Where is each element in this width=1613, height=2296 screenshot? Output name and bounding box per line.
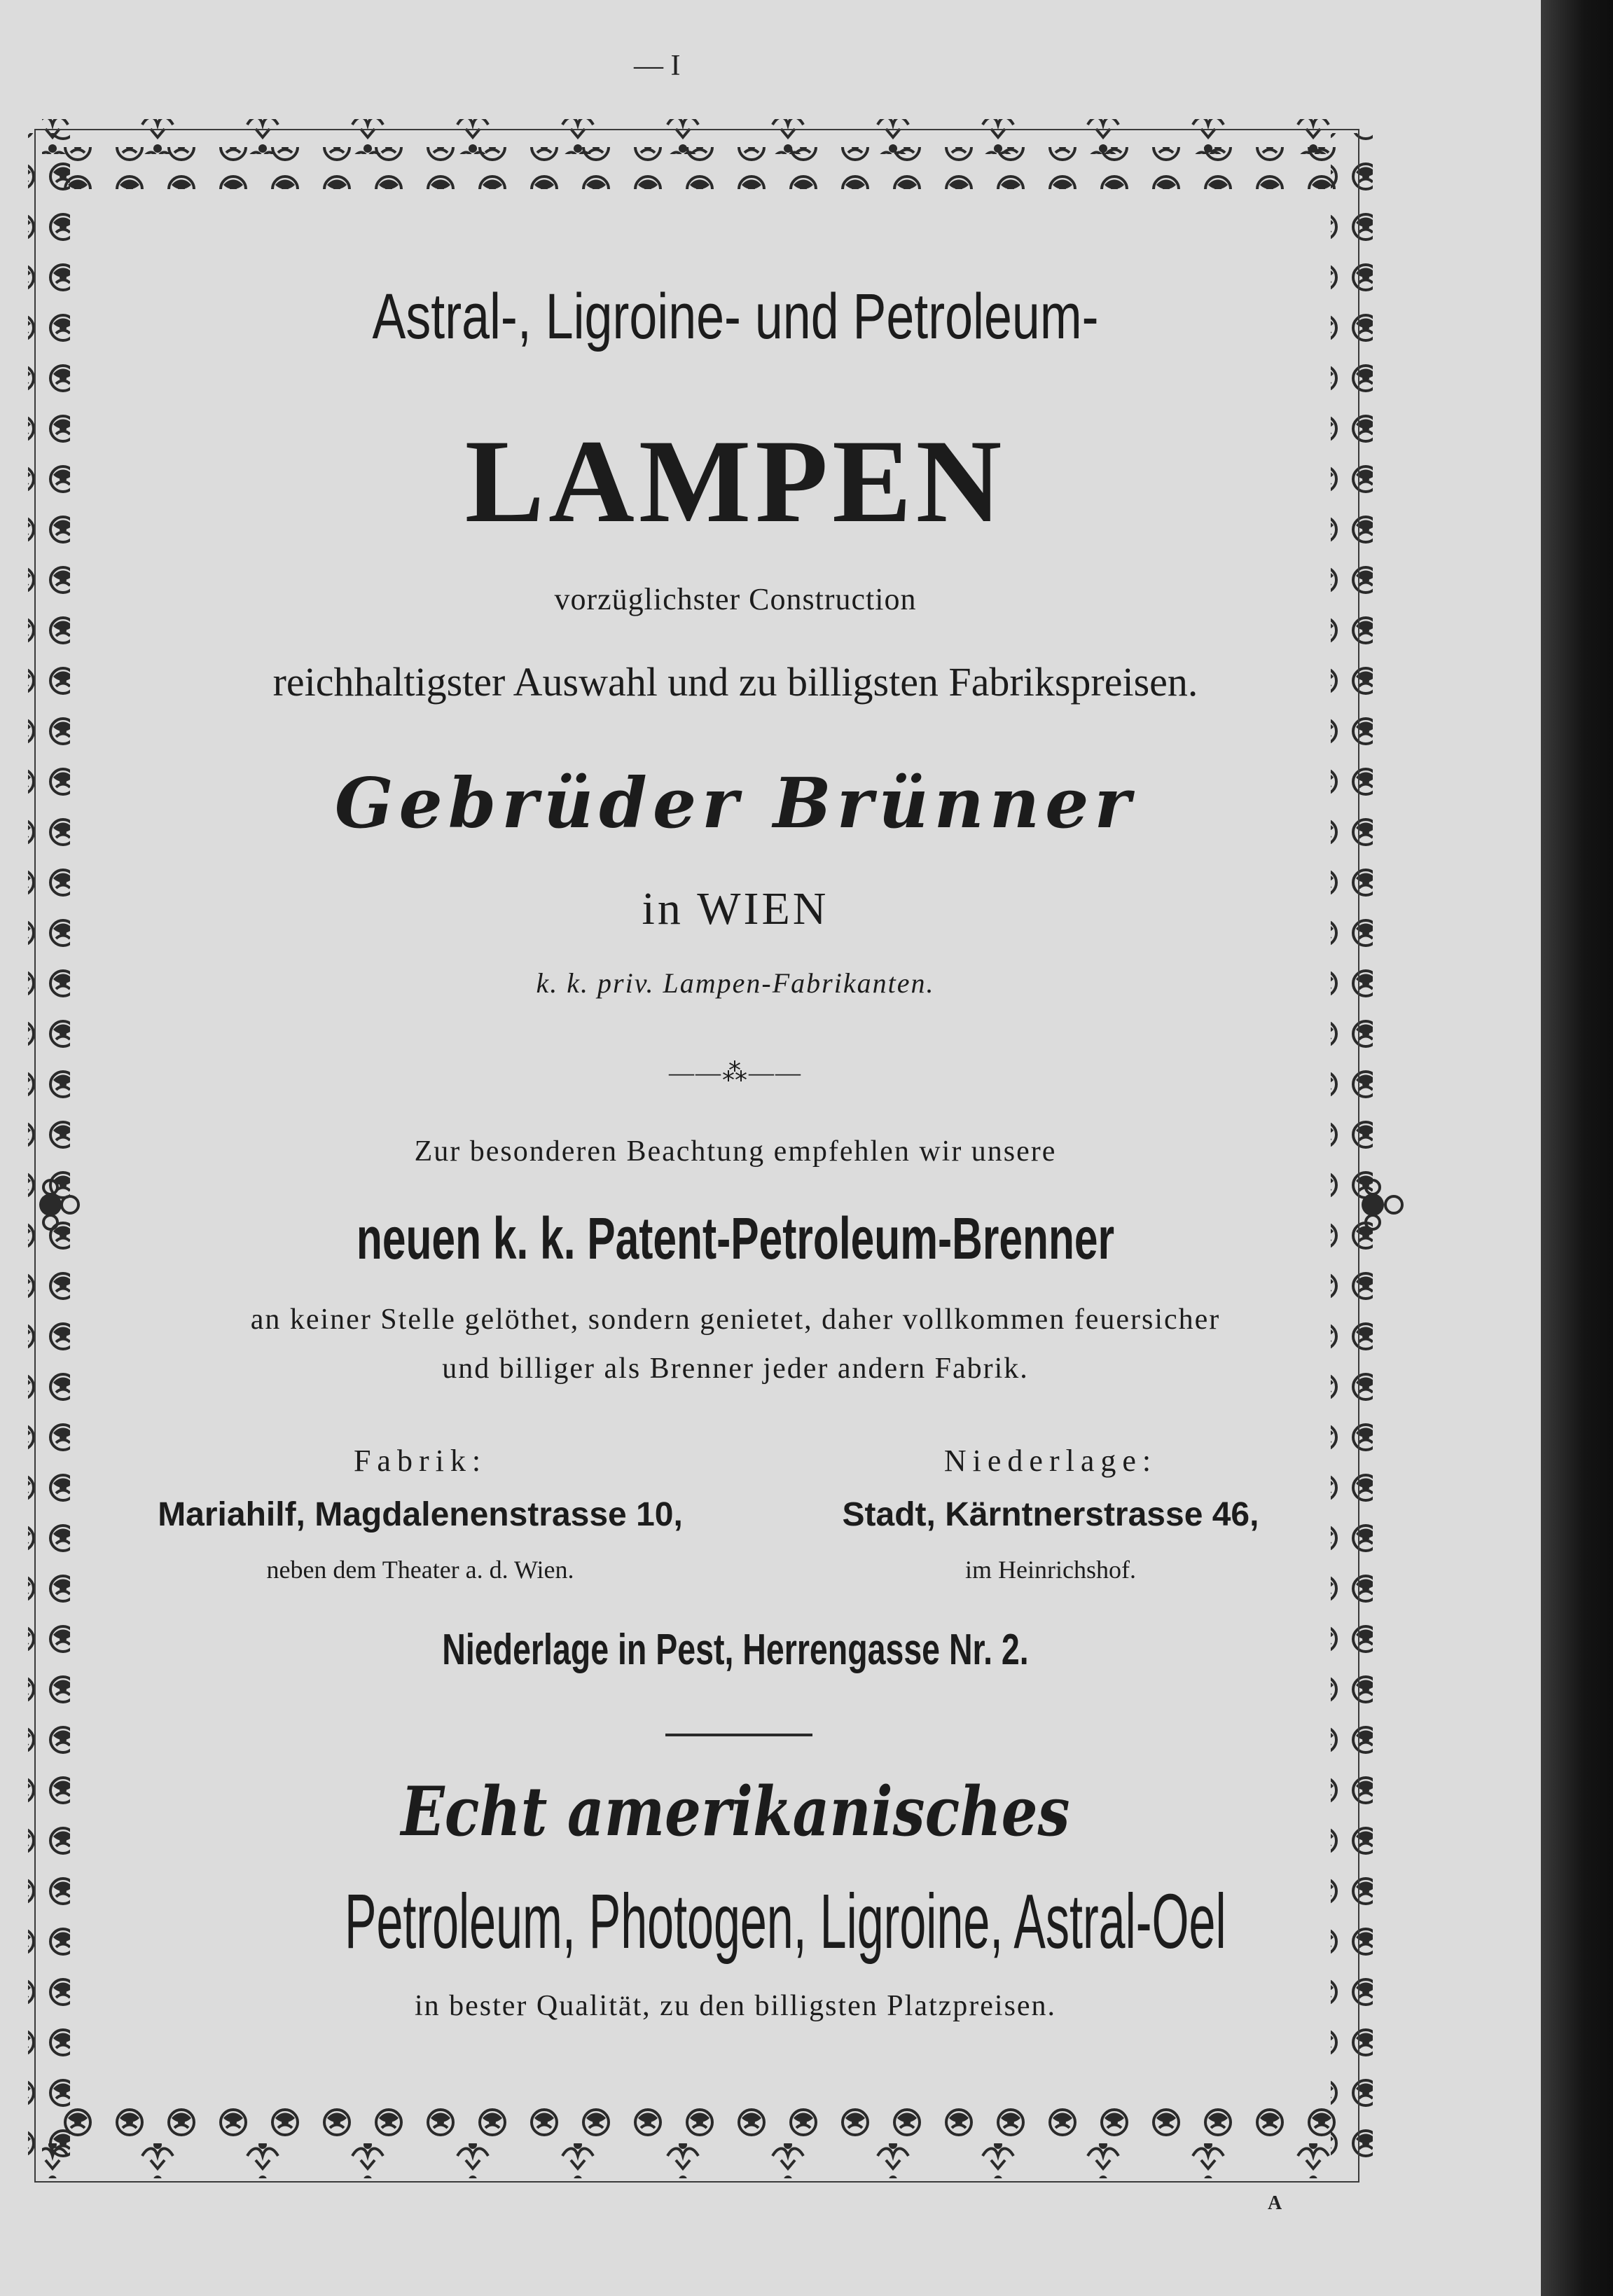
factory-note: neben dem Theater a. d. Wien.	[266, 1556, 574, 1584]
company-privilege: k. k. priv. Lampen-Fabrikanten.	[536, 967, 935, 999]
ad-subtitle-construction: vorzüglichster Construction	[554, 582, 917, 616]
warehouse-label: Niederlage:	[943, 1444, 1158, 1478]
ad-subtitle-selection: reichhaltigster Auswahl und zu billigsten Fabrikspreisen.	[272, 659, 1198, 705]
feature-line-1: an keiner Stelle gelöthet, sondern genietet, daher vollkommen feuersicher	[250, 1303, 1221, 1336]
factory-address: Mariahilf, Magdalenenstrasse 10,	[158, 1496, 683, 1533]
quality-text: in bester Qualität, zu den billigsten Platzpreisen.	[414, 1990, 1057, 2022]
divider-ornament: ——⁂——	[669, 1058, 802, 1086]
page-edge-shadow	[1541, 0, 1613, 2296]
factory-label: Fabrik:	[353, 1444, 487, 1478]
company-city: in WIEN	[642, 883, 829, 934]
warehouse-note: im Heinrichshof.	[965, 1556, 1136, 1584]
pest-warehouse: Niederlage in Pest, Herrengasse Nr. 2.	[442, 1626, 1029, 1674]
ad-title-main: LAMPEN	[464, 415, 1006, 547]
divider-rule	[665, 1734, 812, 1736]
page-number: — I	[634, 50, 681, 82]
patent-burner-heading: neuen k. k. Patent-Petroleum-Brenner	[356, 1205, 1115, 1271]
warehouse-address: Stadt, Kärntnerstrasse 46,	[842, 1496, 1259, 1533]
echt-heading: Echt amerikanisches	[401, 1772, 1070, 1851]
ad-title-top: Astral-, Ligroine- und Petroleum-	[372, 281, 1099, 352]
company-name: Gebrüder Brünner	[334, 763, 1137, 844]
signature-mark: A	[1268, 2192, 1282, 2214]
products-heading: Petroleum, Photogen, Ligroine, Astral-Oel	[345, 1879, 1226, 1965]
recommendation-text: Zur besonderen Beachtung empfehlen wir unsere	[414, 1135, 1057, 1168]
feature-line-2: und billiger als Brenner jeder andern Fabrik.	[442, 1353, 1029, 1385]
